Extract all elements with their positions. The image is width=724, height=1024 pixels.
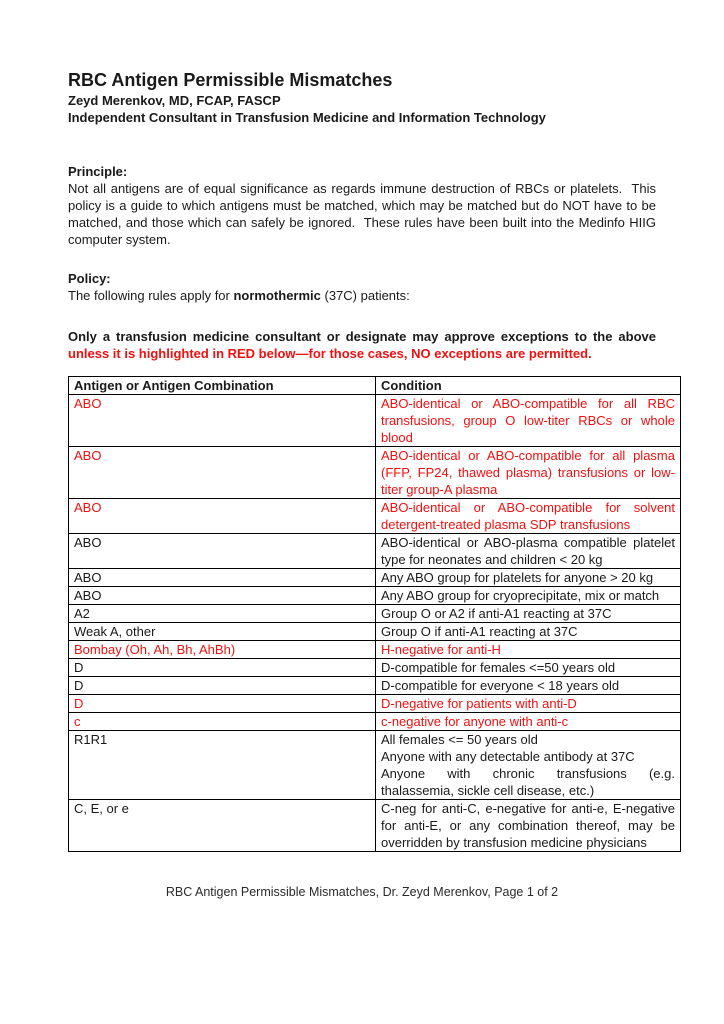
condition-paragraph: Group O if anti-A1 reacting at 37C — [381, 624, 578, 639]
condition-paragraph: Group O or A2 if anti-A1 reacting at 37C — [381, 606, 612, 621]
condition-cell — [376, 659, 681, 677]
condition-paragraph: C-neg for anti-C, e-negative for anti-e, E-negative for anti-E, or any combination thereof, may be overridden by transfusion medicine physicians — [381, 801, 675, 850]
condition-cell — [376, 677, 681, 695]
antigen-cell: A2 — [69, 605, 376, 623]
antigen-cell: R1R1 — [69, 731, 376, 800]
table-row — [69, 447, 681, 499]
condition-paragraph: c-negative for anyone with anti-c — [381, 714, 569, 729]
table-row — [69, 569, 681, 587]
table-row — [69, 731, 681, 800]
antigen-cell: D — [69, 659, 376, 677]
policy-intro-suffix: (37C) patients: — [320, 288, 410, 303]
condition-cell — [376, 713, 681, 731]
column-header-condition: Condition — [376, 377, 681, 395]
exception-note-red: unless it is highlighted in RED below—for those cases, NO exceptions are permitted. — [68, 346, 592, 361]
exception-note — [68, 328, 656, 362]
page-footer: RBC Antigen Permissible Mismatches, Dr. Zeyd Merenkov, Page 1 of 2 — [165, 885, 559, 899]
condition-paragraph: D-compatible for females <=50 years old — [381, 660, 616, 675]
antigen-cell: c — [69, 713, 376, 731]
condition-paragraph: H-negative for anti-H — [381, 642, 501, 657]
author-name: Zeyd Merenkov, MD, FCAP, FASCP — [68, 93, 281, 108]
antigen-cell: D — [69, 677, 376, 695]
policy-intro-bold-term: normothermic — [233, 288, 321, 303]
antigen-cell: D — [69, 695, 376, 713]
condition-cell — [376, 534, 681, 569]
policy-intro-prefix: The following rules apply for — [68, 288, 234, 303]
condition-paragraph: ABO-identical or ABO-compatible for all RBC transfusions, group O low-titer RBCs or whole blood — [381, 396, 675, 445]
antigen-cell: ABO — [69, 395, 376, 447]
table-row — [69, 623, 681, 641]
antigen-cell: ABO — [69, 447, 376, 499]
condition-cell — [376, 447, 681, 499]
condition-cell — [376, 395, 681, 447]
principle-text: Not all antigens are of equal significance as regards immune destruction of RBCs or platelets. This policy is a guide to which antigens must be matched, which may be matched but do NOT have to be matched, and those which can safely be ignored. These rules have been built into the Medinfo HIIG computer system. — [68, 181, 660, 247]
exception-note-black: Only a transfusion medicine consultant or designate may approve exceptions to the above — [68, 329, 656, 344]
table-row — [69, 605, 681, 623]
condition-paragraph: ABO-identical or ABO-compatible for all plasma (FFP, FP24, thawed plasma) transfusions or low-titer group-A plasma — [381, 448, 675, 497]
table-row — [69, 800, 681, 852]
table-row — [69, 499, 681, 534]
condition-paragraph: Any ABO group for cryoprecipitate, mix or match — [381, 588, 660, 603]
page-title: RBC Antigen Permissible Mismatches — [68, 70, 393, 90]
header-row — [69, 377, 681, 395]
condition-cell — [376, 499, 681, 534]
condition-cell — [376, 605, 681, 623]
table-row — [69, 587, 681, 605]
principle-heading: Principle: — [68, 164, 128, 179]
condition-paragraph: Any ABO group for platelets for anyone > 20 kg — [381, 570, 654, 585]
antigen-cell: ABO — [69, 569, 376, 587]
antigen-cell: ABO — [69, 499, 376, 534]
condition-paragraph: Anyone with chronic transfusions (e.g. thalassemia, sickle cell disease, etc.) — [381, 766, 675, 798]
condition-paragraph: All females <= 50 years old — [381, 732, 538, 747]
condition-cell — [376, 695, 681, 713]
table-row — [69, 534, 681, 569]
condition-cell — [376, 623, 681, 641]
antigen-cell: Weak A, other — [69, 623, 376, 641]
antigen-cell: ABO — [69, 534, 376, 569]
table-row — [69, 659, 681, 677]
policy-heading: Policy: — [68, 271, 111, 286]
mismatch-table — [68, 376, 681, 852]
antigen-cell: C, E, or e — [69, 800, 376, 852]
mismatch-table-header — [69, 377, 681, 395]
condition-paragraph: ABO-identical or ABO-compatible for solvent detergent-treated plasma SDP transfusions — [381, 500, 675, 532]
condition-cell — [376, 641, 681, 659]
mismatch-table-body — [69, 395, 681, 852]
condition-paragraph: ABO-identical or ABO-plasma compatible platelet type for neonates and children < 20 kg — [381, 535, 675, 567]
condition-paragraph: Anyone with any detectable antibody at 37C — [381, 749, 635, 764]
table-row — [69, 641, 681, 659]
antigen-cell: ABO — [69, 587, 376, 605]
table-row — [69, 695, 681, 713]
table-row — [69, 677, 681, 695]
table-row — [69, 713, 681, 731]
condition-cell — [376, 800, 681, 852]
condition-cell — [376, 569, 681, 587]
condition-cell — [376, 587, 681, 605]
antigen-cell: Bombay (Oh, Ah, Bh, AhBh) — [69, 641, 376, 659]
author-role: Independent Consultant in Transfusion Medicine and Information Technology — [68, 110, 546, 125]
column-header-antigen: Antigen or Antigen Combination — [69, 377, 376, 395]
table-row — [69, 395, 681, 447]
policy-intro — [68, 287, 656, 304]
condition-paragraph: D-compatible for everyone < 18 years old — [381, 678, 620, 693]
condition-cell — [376, 731, 681, 800]
condition-paragraph: D-negative for patients with anti-D — [381, 696, 577, 711]
